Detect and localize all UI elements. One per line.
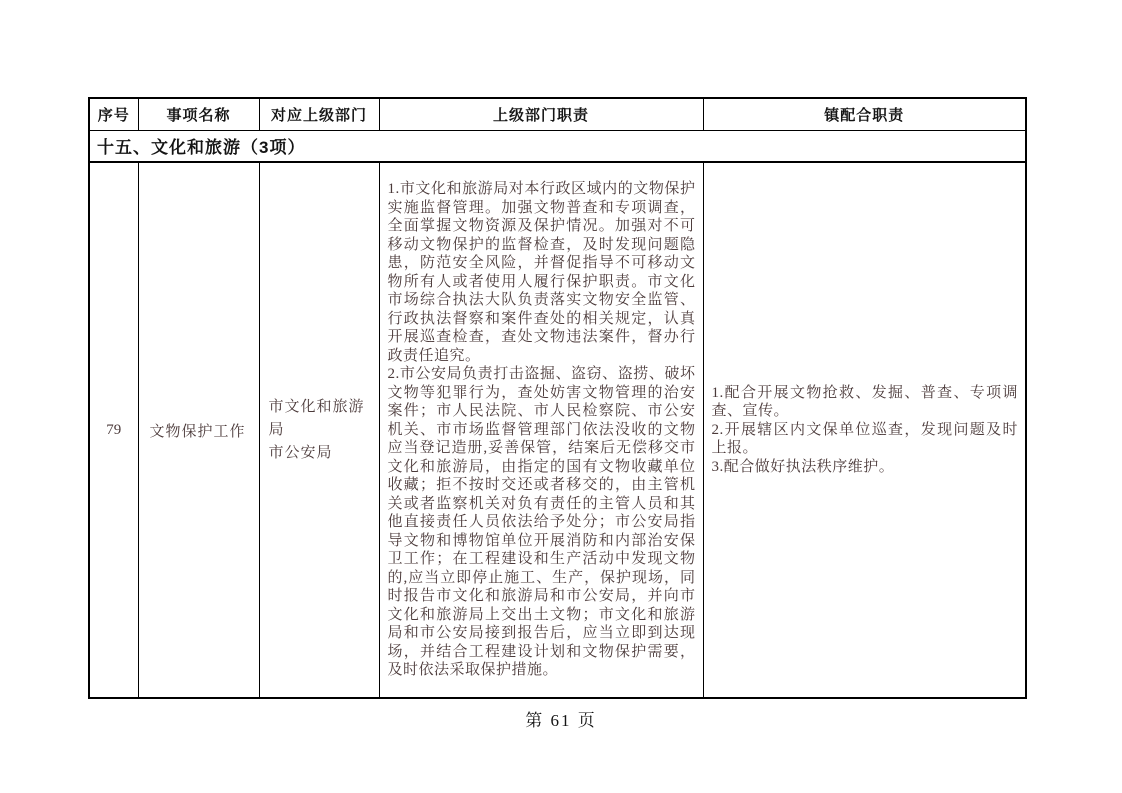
cell-seq: 79	[89, 162, 138, 698]
cell-item-name: 文物保护工作	[138, 162, 259, 698]
department-line: 市文化和旅游局	[268, 398, 365, 438]
duty-paragraph: 3.配合做好执法秩序维护。	[711, 458, 895, 475]
section-title: 十五、文化和旅游（3项）	[89, 130, 1026, 162]
header-town-duty: 镇配合职责	[703, 98, 1026, 130]
duty-paragraph: 2.市公安局负责打击盗掘、盗窃、盗捞、破坏文物等犯罪行为，查处妨害文物管理的治安案件；市人民法院、市人民检察院、市公安机关、市市场监督管理部门依法没收的文物应当登记造册,妥善保管，结案后无偿移交市文化和旅游局，由指定的国有文物收藏单位收藏；拒不按时交还或者移交的，由主管机关或者监察机关对负有责任的主管人员和其他直接责任人员依法给予处分；市公安局指导文物和博物馆单位开展消防和内部治安保卫工作；在工程建设和生产活动中发现文物的,应当立即停止施工、生产，保护现场，同时报告市文化和旅游局和市公安局，并向市文化和旅游局上交出土文物；市文化和旅游局和市公安局接到报告后，应当立即到达现场，并结合工程建设计划和文物保护需要，及时依法采取保护措施。	[387, 366, 696, 679]
duty-paragraph: 1.配合开展文物抢救、发掘、普查、专项调查、宣传。	[711, 384, 1018, 420]
table-header-row	[89, 98, 1026, 130]
cell-departments	[259, 162, 379, 698]
duty-paragraph: 2.开展辖区内文保单位巡查，发现问题及时上报。	[711, 421, 1018, 457]
department-line: 市公安局	[268, 444, 333, 461]
header-seq: 序号	[89, 98, 138, 130]
cell-superior-duties	[379, 162, 703, 698]
header-superior-duty: 上级部门职责	[379, 98, 703, 130]
header-item-name: 事项名称	[138, 98, 259, 130]
header-department: 对应上级部门	[259, 98, 379, 130]
duty-paragraph: 1.市文化和旅游局对本行政区域内的文物保护实施监督管理。加强文物普查和专项调查，全面掌握文物资源及保护情况。加强对不可移动文物保护的监督检查，及时发现问题隐患，防范安全风险，并督促指导不可移动文物所有人或者使用人履行保护职责。市文化市场综合执法大队负责落实文物安全监管、行政执法督察和案件查处的相关规定，认真开展巡查检查，查处文物违法案件，督办行政责任追究。	[387, 181, 696, 364]
duties-table	[88, 97, 1027, 699]
section-row	[89, 130, 1026, 162]
page-number: 第 61 页	[525, 711, 597, 730]
table-row	[89, 162, 1026, 698]
cell-town-duties	[703, 162, 1026, 698]
